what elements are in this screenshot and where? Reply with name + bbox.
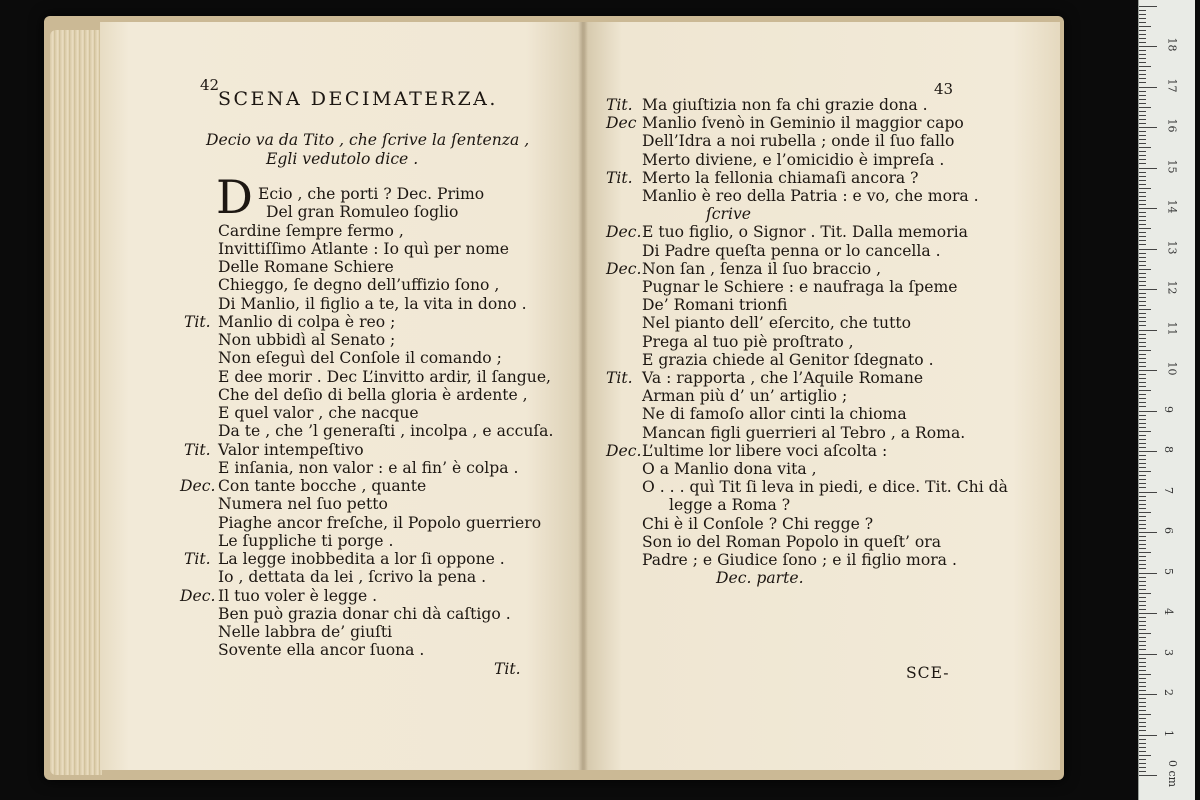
ruler-tick bbox=[1139, 188, 1151, 189]
ruler-tick bbox=[1139, 625, 1146, 626]
ruler-tick bbox=[1139, 163, 1146, 164]
ruler-tick bbox=[1139, 240, 1146, 241]
ruler-tick bbox=[1139, 609, 1146, 610]
ruler-tick bbox=[1139, 589, 1146, 590]
ruler-tick bbox=[1139, 220, 1146, 221]
ruler-tick bbox=[1139, 66, 1151, 67]
ruler-tick bbox=[1139, 91, 1146, 92]
ruler-tick bbox=[1139, 313, 1146, 314]
ruler-tick bbox=[1139, 686, 1146, 687]
ruler-tick bbox=[1139, 516, 1146, 517]
ruler-number: 2 bbox=[1162, 689, 1175, 696]
ruler-tick bbox=[1139, 87, 1157, 88]
ruler-tick bbox=[1139, 730, 1146, 731]
ruler-tick bbox=[1139, 524, 1146, 525]
ruler-tick bbox=[1139, 508, 1146, 509]
verse-line: Ma giuſtizia non fa chi grazie dona . bbox=[642, 96, 928, 114]
ruler-tick bbox=[1139, 613, 1157, 614]
ruler-tick bbox=[1139, 532, 1157, 533]
verse-line: O a Manlio dona vita , bbox=[642, 460, 817, 478]
ruler-tick bbox=[1139, 674, 1151, 675]
ruler-tick bbox=[1139, 155, 1146, 156]
ruler-number: 9 bbox=[1162, 405, 1175, 413]
ruler-tick bbox=[1139, 722, 1146, 723]
verse-line: Chieggo, ſe degno dell’uffizio ſono , bbox=[218, 276, 500, 295]
verse-line: Non eſeguì del Conſole il comando ; bbox=[218, 349, 502, 368]
ruler-tick bbox=[1139, 398, 1146, 399]
ruler-tick bbox=[1139, 135, 1146, 136]
ruler-tick bbox=[1139, 143, 1146, 144]
verse-line: Nel pianto dell’ eſercito, che tutto bbox=[642, 314, 911, 333]
ruler-tick bbox=[1139, 305, 1146, 306]
ruler-tick bbox=[1139, 159, 1146, 160]
verse-line: Non ubbidì al Senato ; bbox=[218, 331, 396, 349]
ruler-tick bbox=[1139, 771, 1146, 772]
verse-line: Son io del Roman Popolo in queſt’ ora bbox=[642, 532, 942, 551]
ruler-tick bbox=[1139, 265, 1146, 266]
ruler-tick bbox=[1139, 378, 1146, 379]
ruler-tick bbox=[1139, 62, 1146, 63]
ruler-tick bbox=[1139, 735, 1157, 736]
ruler-tick bbox=[1139, 325, 1146, 326]
verse-line: Manlio di colpa è reo ; bbox=[218, 312, 396, 331]
ruler-tick bbox=[1139, 269, 1151, 270]
verse-line: Dell’Idra a noi rubella ; onde il ſuo fallo bbox=[642, 132, 955, 151]
ruler-tick bbox=[1139, 224, 1146, 225]
speaker-label: Dec. bbox=[606, 259, 642, 278]
ruler-tick bbox=[1139, 690, 1146, 691]
verse-line: Invittiſſimo Atlante : Io quì per nome bbox=[218, 239, 509, 258]
ruler-number: 12 bbox=[1165, 280, 1179, 295]
ruler-tick bbox=[1139, 463, 1146, 464]
ruler-tick bbox=[1139, 366, 1146, 367]
ruler-tick bbox=[1139, 467, 1146, 468]
ruler-tick bbox=[1139, 301, 1146, 302]
verse-line: Del gran Romuleo ſoglio bbox=[266, 203, 459, 222]
ruler-tick bbox=[1139, 334, 1146, 335]
ruler-tick bbox=[1139, 309, 1151, 310]
ruler-tick bbox=[1139, 54, 1146, 55]
ruler-tick bbox=[1139, 257, 1146, 258]
ruler-tick bbox=[1139, 321, 1146, 322]
ruler-tick bbox=[1139, 573, 1157, 574]
ruler-tick bbox=[1139, 621, 1146, 622]
verse-line: Piaghe ancor freſche, il Popolo guerriero bbox=[218, 513, 542, 532]
ruler-tick bbox=[1139, 236, 1146, 237]
ruler-tick bbox=[1139, 330, 1157, 331]
verse-line: Prega al tuo piè proſtrato , bbox=[642, 332, 854, 351]
verse-line: Nelle labbra de’ giuſti bbox=[218, 623, 393, 641]
ruler-tick bbox=[1139, 751, 1146, 752]
speaker-label: Tit. bbox=[606, 168, 633, 187]
ruler-tick bbox=[1139, 585, 1146, 586]
book-gutter bbox=[578, 22, 588, 770]
ruler-tick bbox=[1139, 390, 1151, 391]
speaker-label: Tit. bbox=[606, 96, 633, 114]
ruler-number: 11 bbox=[1165, 321, 1179, 335]
verse-line: E tuo figlio, o Signor . Tit. Dalla memoria bbox=[642, 223, 968, 242]
ruler-tick bbox=[1139, 139, 1146, 140]
ruler-tick bbox=[1139, 261, 1146, 262]
ruler-tick bbox=[1139, 317, 1146, 318]
ruler-number: 15 bbox=[1165, 159, 1179, 173]
verse-line: Merto la fellonia chiamaſi ancora ? bbox=[642, 168, 919, 187]
verse-line: De’ Romani trionfi bbox=[642, 296, 788, 315]
ruler-tick bbox=[1139, 666, 1146, 667]
verse-line: Di Padre queſta penna or lo cancella . bbox=[642, 241, 941, 260]
ruler-number: 18 bbox=[1165, 37, 1179, 52]
ruler-tick bbox=[1139, 556, 1146, 557]
ruler-tick bbox=[1139, 180, 1146, 181]
ruler-number: 14 bbox=[1165, 199, 1179, 214]
ruler-tick bbox=[1139, 483, 1146, 484]
ruler-tick bbox=[1139, 775, 1157, 776]
speaker-label: Dec. bbox=[180, 586, 216, 605]
ruler-tick bbox=[1139, 123, 1146, 124]
scene-heading: SCENA DECIMATERZA. bbox=[218, 88, 498, 110]
ruler-tick bbox=[1139, 168, 1157, 169]
verse-line: Delle Romane Schiere bbox=[218, 258, 394, 276]
speaker-label: Tit. bbox=[184, 440, 211, 459]
ruler-tick bbox=[1139, 244, 1146, 245]
ruler-tick bbox=[1139, 496, 1146, 497]
verse-line: Numera nel ſuo petto bbox=[218, 495, 388, 514]
ruler-tick bbox=[1139, 34, 1146, 35]
ruler-tick bbox=[1139, 601, 1146, 602]
ruler-tick bbox=[1139, 682, 1146, 683]
ruler-tick bbox=[1139, 528, 1146, 529]
ruler-tick bbox=[1139, 382, 1146, 383]
ruler-tick bbox=[1139, 419, 1146, 420]
verse-line: Manlio è reo della Patria : e vo, che mora . bbox=[642, 187, 979, 205]
ruler-tick bbox=[1139, 402, 1146, 403]
verse-line: Cardine ſempre fermo , bbox=[218, 221, 404, 240]
ruler-tick bbox=[1139, 374, 1146, 375]
verse-line: Il tuo voler è legge . bbox=[218, 586, 378, 605]
ruler-tick bbox=[1139, 512, 1151, 513]
ruler-tick bbox=[1139, 706, 1146, 707]
drop-capital: D bbox=[216, 170, 253, 224]
ruler-tick bbox=[1139, 176, 1146, 177]
ruler-tick bbox=[1139, 568, 1146, 569]
speaker-label: Tit. bbox=[606, 369, 633, 387]
ruler-tick bbox=[1139, 552, 1151, 553]
verse-line: Io , dettata da lei , ſcrivo la pena . bbox=[218, 568, 487, 587]
ruler-tick bbox=[1139, 743, 1146, 744]
verse-line: Padre ; e Giudice ſono ; e il figlio mora . bbox=[642, 551, 957, 569]
ruler-tick bbox=[1139, 212, 1146, 213]
ruler-number: 8 bbox=[1162, 446, 1175, 453]
ruler-tick bbox=[1139, 99, 1146, 100]
ruler-tick bbox=[1139, 520, 1146, 521]
ruler-tick bbox=[1139, 411, 1157, 412]
left-catchword: Tit. bbox=[494, 660, 521, 678]
ruler-tick bbox=[1139, 658, 1146, 659]
ruler-tick bbox=[1139, 151, 1146, 152]
ruler-tick bbox=[1139, 726, 1146, 727]
verse-line: Di Manlio, il figlio a te, la vita in dono . bbox=[218, 294, 527, 313]
ruler-tick bbox=[1139, 654, 1157, 655]
ruler-tick bbox=[1139, 38, 1146, 39]
ruler-tick bbox=[1139, 281, 1146, 282]
ruler-tick bbox=[1139, 74, 1146, 75]
ruler-tick bbox=[1139, 127, 1157, 128]
ruler-tick bbox=[1139, 277, 1146, 278]
ruler-tick bbox=[1139, 42, 1146, 43]
ruler-tick bbox=[1139, 273, 1146, 274]
ruler-tick bbox=[1139, 342, 1146, 343]
ruler-tick bbox=[1139, 763, 1146, 764]
verse-line: Dec. parte. bbox=[716, 569, 804, 588]
ruler-tick bbox=[1139, 637, 1146, 638]
ruler-tick bbox=[1139, 423, 1146, 424]
ruler-tick bbox=[1139, 548, 1146, 549]
ruler-tick bbox=[1139, 487, 1146, 488]
speaker-label: Dec. bbox=[606, 441, 642, 460]
ruler-tick bbox=[1139, 645, 1146, 646]
ruler-tick bbox=[1139, 475, 1146, 476]
ruler-tick bbox=[1139, 435, 1146, 436]
ruler-tick bbox=[1139, 70, 1146, 71]
ruler-tick bbox=[1139, 394, 1146, 395]
ruler-number: 13 bbox=[1165, 240, 1179, 254]
verse-line: Non ſan , ſenza il ſuo braccio , bbox=[642, 259, 882, 278]
ruler-tick bbox=[1139, 196, 1146, 197]
ruler-tick bbox=[1139, 192, 1146, 193]
ruler-tick bbox=[1139, 702, 1146, 703]
ruler-tick bbox=[1139, 427, 1146, 428]
ruler-tick bbox=[1139, 536, 1146, 537]
verse-line: Sovente ella ancor ſuona . bbox=[218, 641, 425, 660]
ruler-tick bbox=[1139, 581, 1146, 582]
ruler-tick bbox=[1139, 500, 1146, 501]
ruler-tick bbox=[1139, 662, 1146, 663]
verse-line: Ne di famoſo allor cinti la chioma bbox=[642, 405, 907, 424]
ruler-tick bbox=[1139, 119, 1146, 120]
ruler-tick bbox=[1139, 633, 1151, 634]
ruler-tick bbox=[1139, 216, 1146, 217]
ruler-tick bbox=[1139, 759, 1146, 760]
ruler-tick bbox=[1139, 443, 1146, 444]
ruler-tick bbox=[1139, 439, 1146, 440]
left-page-number: 42 bbox=[200, 76, 220, 94]
ruler-tick bbox=[1139, 131, 1146, 132]
ruler-tick bbox=[1139, 755, 1151, 756]
ruler-tick bbox=[1139, 629, 1146, 630]
ruler-tick bbox=[1139, 184, 1146, 185]
ruler-tick bbox=[1139, 289, 1157, 290]
ruler-tick bbox=[1139, 471, 1151, 472]
ruler-tick bbox=[1139, 459, 1146, 460]
ruler-tick bbox=[1139, 698, 1146, 699]
ruler-tick bbox=[1139, 544, 1146, 545]
ruler-tick bbox=[1139, 26, 1151, 27]
measurement-ruler bbox=[1138, 0, 1195, 800]
ruler-number: 0 cm bbox=[1166, 759, 1180, 788]
verse-line: La legge inobbedita a lor ſi oppone . bbox=[218, 550, 505, 568]
ruler-tick bbox=[1139, 358, 1146, 359]
ruler-tick bbox=[1139, 710, 1146, 711]
verse-line: E quel valor , che nacque bbox=[218, 404, 419, 422]
ruler-tick bbox=[1139, 6, 1157, 7]
ruler-tick bbox=[1139, 354, 1146, 355]
ruler-tick bbox=[1139, 747, 1146, 748]
ruler-tick bbox=[1139, 285, 1146, 286]
ruler-tick bbox=[1139, 415, 1146, 416]
ruler-tick bbox=[1139, 406, 1146, 407]
ruler-tick bbox=[1139, 540, 1146, 541]
ruler-tick bbox=[1139, 253, 1146, 254]
ruler-tick bbox=[1139, 95, 1146, 96]
ruler-tick bbox=[1139, 30, 1146, 31]
verse-line: Mancan figli guerrieri al Tebro , a Roma. bbox=[642, 423, 966, 442]
ruler-tick bbox=[1139, 172, 1146, 173]
ruler-number: 5 bbox=[1162, 567, 1175, 575]
page-stack bbox=[50, 30, 102, 775]
ruler-tick bbox=[1139, 670, 1146, 671]
ruler-tick bbox=[1139, 111, 1146, 112]
ruler-tick bbox=[1139, 147, 1151, 148]
ruler-tick bbox=[1139, 739, 1146, 740]
ruler-tick bbox=[1139, 232, 1146, 233]
speaker-label: Dec bbox=[606, 114, 637, 133]
ruler-tick bbox=[1139, 200, 1146, 201]
stage-direction-1: Decio va da Tito , che ſcrive la ſentenza , bbox=[206, 131, 530, 149]
verse-line: legge a Roma ? bbox=[669, 496, 791, 515]
ruler-tick bbox=[1139, 82, 1146, 83]
ruler-tick bbox=[1139, 350, 1151, 351]
ruler-tick bbox=[1139, 107, 1151, 108]
ruler-number: 4 bbox=[1162, 608, 1175, 615]
ruler-number: 16 bbox=[1165, 118, 1179, 133]
verse-line: Da te , che ’l generaſti , incolpa , e accuſa. bbox=[218, 422, 554, 441]
ruler-number: 1 bbox=[1162, 729, 1175, 737]
speaker-label: Tit. bbox=[184, 312, 211, 331]
ruler-tick bbox=[1139, 46, 1157, 47]
ruler-tick bbox=[1139, 564, 1146, 565]
verse-line: E dee morir . Dec L’invitto ardir, il ſangue, bbox=[218, 367, 552, 386]
ruler-tick bbox=[1139, 593, 1151, 594]
right-catchword: SCE- bbox=[906, 664, 950, 682]
ruler-tick bbox=[1139, 208, 1157, 209]
verse-line: L’ultime lor libere voci aſcolta : bbox=[642, 441, 888, 460]
ruler-tick bbox=[1139, 346, 1146, 347]
ruler-tick bbox=[1139, 504, 1146, 505]
verse-line: ſcrive bbox=[706, 205, 751, 224]
ruler-tick bbox=[1139, 338, 1146, 339]
speaker-label: Tit. bbox=[184, 550, 211, 568]
verse-line: Va : rapporta , che l’Aquile Romane bbox=[642, 369, 924, 387]
ruler-tick bbox=[1139, 678, 1146, 679]
ruler-tick bbox=[1139, 714, 1151, 715]
verse-line: Le ſuppliche ti porge . bbox=[218, 531, 394, 550]
ruler-tick bbox=[1139, 492, 1157, 493]
ruler-tick bbox=[1139, 78, 1146, 79]
ruler-tick bbox=[1139, 694, 1157, 695]
ruler-tick bbox=[1139, 431, 1151, 432]
verse-line: Manlio ſvenò in Geminio il maggior capo bbox=[642, 114, 964, 133]
ruler-tick bbox=[1139, 14, 1146, 15]
ruler-tick bbox=[1139, 455, 1146, 456]
ruler-tick bbox=[1139, 577, 1146, 578]
verse-line: Ecio , che porti ? Dec. Primo bbox=[258, 185, 485, 203]
ruler-tick bbox=[1139, 641, 1146, 642]
ruler-tick bbox=[1139, 362, 1146, 363]
ruler-tick bbox=[1139, 293, 1146, 294]
ruler-tick bbox=[1139, 10, 1146, 11]
verse-line: E inſania, non valor : e al fin’ è colpa . bbox=[218, 458, 519, 477]
verse-line: Che del deſio di bella gloria è ardente , bbox=[218, 385, 528, 404]
ruler-tick bbox=[1139, 249, 1157, 250]
speaker-label: Dec. bbox=[606, 223, 642, 242]
verse-line: Pugnar le Schiere : e naufraga la ſpeme bbox=[642, 278, 958, 296]
ruler-tick bbox=[1139, 597, 1146, 598]
verse-line: E grazia chiede al Genitor ſdegnato . bbox=[642, 350, 934, 369]
ruler-tick bbox=[1139, 386, 1146, 387]
verse-line: Arman più d’ un’ artiglio ; bbox=[642, 387, 848, 406]
ruler-tick bbox=[1139, 297, 1146, 298]
ruler-tick bbox=[1139, 103, 1146, 104]
stage-direction-2: Egli vedutolo dice . bbox=[266, 150, 419, 168]
speaker-label: Dec. bbox=[180, 477, 216, 495]
ruler-tick bbox=[1139, 50, 1146, 51]
ruler-tick bbox=[1139, 767, 1146, 768]
ruler-tick bbox=[1139, 479, 1146, 480]
ruler-tick bbox=[1139, 58, 1146, 59]
verse-line: O . . . quì Tit ſi leva in piedi, e dice. Tit. Chi dà bbox=[642, 478, 1008, 497]
ruler-tick bbox=[1139, 447, 1146, 448]
ruler-tick bbox=[1139, 649, 1146, 650]
verse-line: Merto diviene, e l’omicidio è impreſa . bbox=[642, 150, 945, 169]
ruler-tick bbox=[1139, 718, 1146, 719]
ruler-tick bbox=[1139, 18, 1146, 19]
ruler-tick bbox=[1139, 204, 1146, 205]
verse-line: Valor intempeſtivo bbox=[218, 440, 364, 459]
ruler-number: 10 bbox=[1165, 361, 1179, 376]
ruler-number: 7 bbox=[1162, 486, 1175, 494]
ruler-tick bbox=[1139, 560, 1146, 561]
ruler-tick bbox=[1139, 617, 1146, 618]
ruler-number: 6 bbox=[1162, 527, 1175, 534]
ruler-tick bbox=[1139, 605, 1146, 606]
ruler-number: 3 bbox=[1162, 648, 1175, 656]
right-page-number: 43 bbox=[934, 80, 954, 98]
ruler-tick bbox=[1139, 22, 1146, 23]
verse-line: Ben può grazia donar chi dà caſtigo . bbox=[218, 604, 511, 623]
ruler-tick bbox=[1139, 228, 1151, 229]
ruler-tick bbox=[1139, 370, 1157, 371]
verse-line: Con tante bocche , quante bbox=[218, 477, 427, 495]
verse-line: Chi è il Conſole ? Chi regge ? bbox=[642, 514, 874, 533]
ruler-number: 17 bbox=[1165, 78, 1179, 92]
ruler-tick bbox=[1139, 115, 1146, 116]
ruler-tick bbox=[1139, 451, 1157, 452]
